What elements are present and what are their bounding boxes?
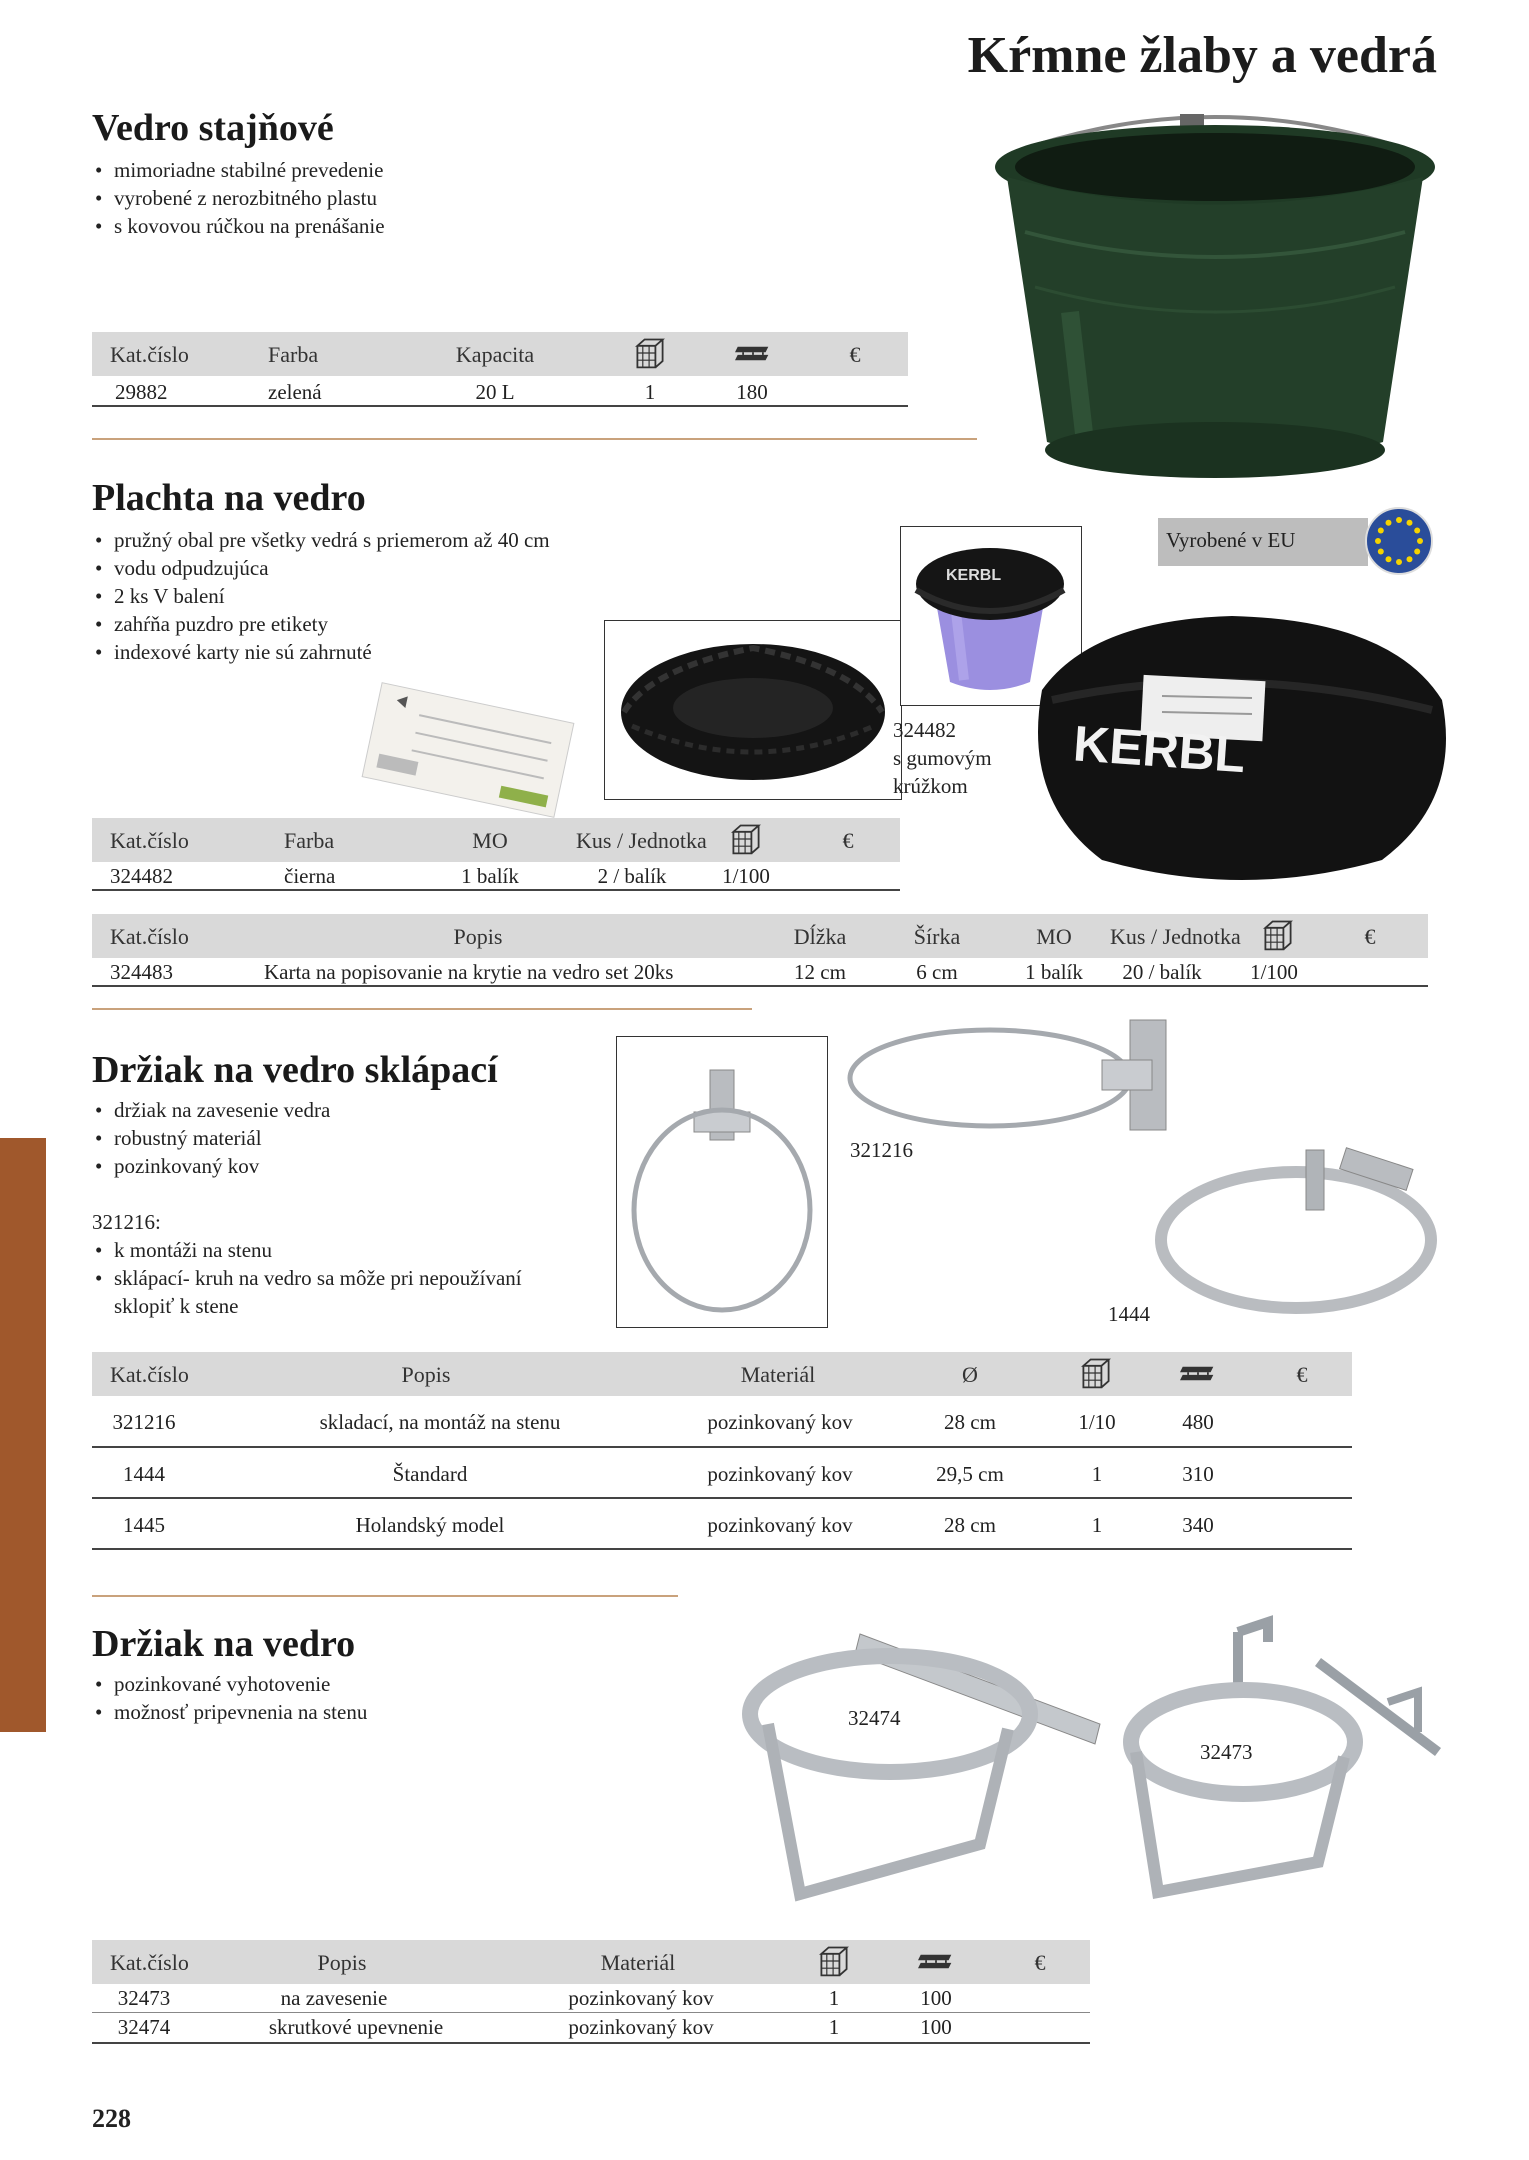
table-cell: 1444 xyxy=(123,1462,165,1486)
table-cell: na zavesenie xyxy=(280,1986,388,2010)
section-title-stable-bucket: Vedro stajňové xyxy=(92,107,334,149)
green-bucket-image xyxy=(985,112,1445,512)
list-item: • pružný obal pre všetky vedrá s priemerom až 40 cm xyxy=(92,526,550,554)
box-icon xyxy=(728,820,764,858)
list-item: • k montáži na stenu xyxy=(92,1236,522,1264)
table-cell: zelená xyxy=(268,380,322,404)
list-item: • indexové karty nie sú zahrnuté xyxy=(92,638,550,666)
table-cell: 29,5 cm xyxy=(936,1462,1004,1486)
col-header: Popis xyxy=(453,924,503,949)
caption-line: s gumovým xyxy=(893,746,992,770)
table-cell: 1 balík xyxy=(1025,960,1083,984)
table-cell: 32474 xyxy=(117,2015,171,2039)
eu-flag-icon xyxy=(1364,506,1434,576)
section-divider xyxy=(92,1008,752,1010)
list-item-continuation: sklopiť k stene xyxy=(114,1294,239,1318)
brand-mark: KERBL xyxy=(946,567,1002,584)
col-header: Kus / Jednotka xyxy=(1110,924,1241,949)
row-divider xyxy=(92,985,1428,987)
page-number: 228 xyxy=(92,2104,131,2133)
list-item: • vyrobené z nerozbitného plastu xyxy=(92,184,385,212)
col-header: Materiál xyxy=(600,1950,676,1975)
table-cell: 1 xyxy=(828,2015,840,2039)
table-cell: 2 / balík xyxy=(597,864,667,888)
label-card-image xyxy=(358,680,578,820)
table-cell: 20 L xyxy=(475,380,515,404)
image-caption: 321216 xyxy=(850,1138,913,1162)
row-divider xyxy=(92,2042,1090,2044)
list-item: • držiak na zavesenie vedra xyxy=(92,1096,330,1124)
table-cell: pozinkovaný kov xyxy=(707,1462,853,1486)
table-cell: pozinkovaný kov xyxy=(707,1513,853,1537)
section-title-bucket-cover: Plachta na vedro xyxy=(92,477,366,519)
screw-mount-holder-image xyxy=(740,1614,1110,1914)
table-cell: 6 cm xyxy=(916,960,958,984)
list-item: • pozinkované vyhotovenie xyxy=(92,1670,367,1698)
caption-line: 324482 xyxy=(893,718,956,742)
col-header: Farba xyxy=(284,828,335,853)
col-header: Kat.číslo xyxy=(110,342,189,367)
row-divider xyxy=(92,1548,1352,1550)
ring-holder-image xyxy=(622,1042,820,1320)
col-header: MO xyxy=(1036,924,1072,949)
list-item: • zahŕňa puzdro pre etikety xyxy=(92,610,550,638)
image-caption: 32474 xyxy=(848,1706,901,1730)
row-divider xyxy=(92,2012,1090,2013)
image-caption: 32473 xyxy=(1200,1740,1253,1764)
col-header: Popis xyxy=(317,1950,367,1975)
list-item: • 2 ks V balení xyxy=(92,582,550,610)
table-cell: 1 xyxy=(828,1986,840,2010)
table-cell: Štandard xyxy=(392,1462,468,1486)
col-header: Ø xyxy=(962,1362,978,1387)
col-header: Šírka xyxy=(913,924,961,949)
list-item: • sklápací- kruh na vedro sa môže pri nepoužívaní xyxy=(92,1264,522,1292)
row-divider xyxy=(92,1497,1352,1499)
table-cell: Holandský model xyxy=(355,1513,505,1537)
table-cell: 1/100 xyxy=(722,864,770,888)
table-cell: 340 xyxy=(1182,1513,1214,1537)
table-cell: 100 xyxy=(920,1986,952,2010)
list-item: • možnosť pripevnenia na stenu xyxy=(92,1698,367,1726)
col-header: Kat.číslo xyxy=(110,1950,189,1975)
col-header: Kus / Jednotka xyxy=(576,828,707,853)
bucket-cover-features xyxy=(92,526,550,666)
table-cell: pozinkovaný kov xyxy=(707,1410,853,1434)
box-icon xyxy=(816,1942,852,1980)
table-cell: 480 xyxy=(1182,1410,1214,1434)
table-cell: 1 xyxy=(644,380,656,404)
col-header: Kat.číslo xyxy=(110,924,189,949)
box-icon xyxy=(1078,1354,1114,1392)
table-header-bg xyxy=(92,1352,1352,1396)
list-item: • s kovovou rúčkou na prenášanie xyxy=(92,212,385,240)
section-color-tab xyxy=(0,1138,46,1732)
col-header: Dĺžka xyxy=(793,924,847,949)
table-cell: pozinkovaný kov xyxy=(568,1986,714,2010)
col-header: Materiál xyxy=(740,1362,816,1387)
caption-line: krúžkom xyxy=(893,774,968,798)
table-cell: 321216 xyxy=(112,1410,176,1434)
table-cell: pozinkovaný kov xyxy=(568,2015,714,2039)
section-divider xyxy=(92,1595,678,1597)
stable-bucket-features xyxy=(92,156,385,240)
black-cover-image xyxy=(612,628,894,792)
list-item: • pozinkovaný kov xyxy=(92,1152,330,1180)
image-caption: 1444 xyxy=(1108,1302,1150,1326)
table-cell: Karta na popisovanie na krytie na vedro set 20ks xyxy=(264,960,674,984)
col-header: MO xyxy=(472,828,508,853)
table-cell: skladací, na montáž na stenu xyxy=(319,1410,561,1434)
table-cell: 1 xyxy=(1091,1513,1103,1537)
col-header: Kat.číslo xyxy=(110,828,189,853)
list-item: • vodu odpudzujúca xyxy=(92,554,550,582)
table-cell: 20 / balík xyxy=(1122,960,1202,984)
table-cell: 324482 xyxy=(110,864,173,888)
pallet-icon xyxy=(735,344,771,364)
table-cell: 1/100 xyxy=(1250,960,1298,984)
col-header: Kat.číslo xyxy=(110,1362,189,1387)
table-cell: čierna xyxy=(284,864,336,888)
row-divider xyxy=(92,1446,1352,1448)
table-cell: 310 xyxy=(1182,1462,1214,1486)
made-in-eu-text: Vyrobené v EU xyxy=(1166,528,1296,552)
section-divider xyxy=(92,438,977,440)
table-cell: 100 xyxy=(920,2015,952,2039)
table-cell: skrutkové upevnenie xyxy=(268,2015,444,2039)
table-cell: 1/10 xyxy=(1078,1410,1116,1434)
col-header-price: € xyxy=(1034,1950,1046,1975)
table-cell: 324483 xyxy=(110,960,173,984)
col-header: Farba xyxy=(268,342,319,367)
col-header-price: € xyxy=(849,342,861,367)
section-title-folding-holder: Držiak na vedro sklápací xyxy=(92,1049,498,1091)
row-divider xyxy=(92,405,908,407)
table-cell: 1445 xyxy=(123,1513,165,1537)
image-caption xyxy=(893,716,992,800)
row-divider xyxy=(92,889,900,891)
list-item: • mimoriadne stabilné prevedenie xyxy=(92,156,385,184)
table-cell: 28 cm xyxy=(944,1410,996,1434)
table-cell: 29882 xyxy=(115,380,168,404)
brand-mark: KERBL xyxy=(1071,715,1248,784)
table-cell: 1 xyxy=(1091,1462,1103,1486)
col-header-price: € xyxy=(842,828,854,853)
band-ring-image xyxy=(1146,1130,1446,1330)
pallet-icon xyxy=(918,1952,954,1972)
table-cell: 12 cm xyxy=(794,960,846,984)
box-icon xyxy=(1260,916,1296,954)
variant-features xyxy=(92,1236,522,1292)
box-icon xyxy=(632,334,668,372)
hanging-holder-image xyxy=(1118,1612,1448,1912)
variant-label: 321216: xyxy=(92,1210,161,1234)
kerbl-cover-image xyxy=(1012,600,1462,900)
col-header-price: € xyxy=(1364,924,1376,949)
list-item: • robustný materiál xyxy=(92,1124,330,1152)
col-header-price: € xyxy=(1296,1362,1308,1387)
wall-ring-image xyxy=(840,1000,1210,1150)
table-cell: 180 xyxy=(736,380,768,404)
table-cell: 32473 xyxy=(117,1986,171,2010)
col-header: Kapacita xyxy=(455,342,535,367)
table-cell: 1 balík xyxy=(461,864,519,888)
page-title: Kŕmne žlaby a vedrá xyxy=(967,27,1437,84)
col-header: Popis xyxy=(401,1362,451,1387)
folding-holder-features xyxy=(92,1096,330,1180)
pallet-icon xyxy=(1180,1364,1216,1384)
section-title-bucket-holder: Držiak na vedro xyxy=(92,1623,356,1665)
table-cell: 28 cm xyxy=(944,1513,996,1537)
bucket-holder-features xyxy=(92,1670,367,1726)
